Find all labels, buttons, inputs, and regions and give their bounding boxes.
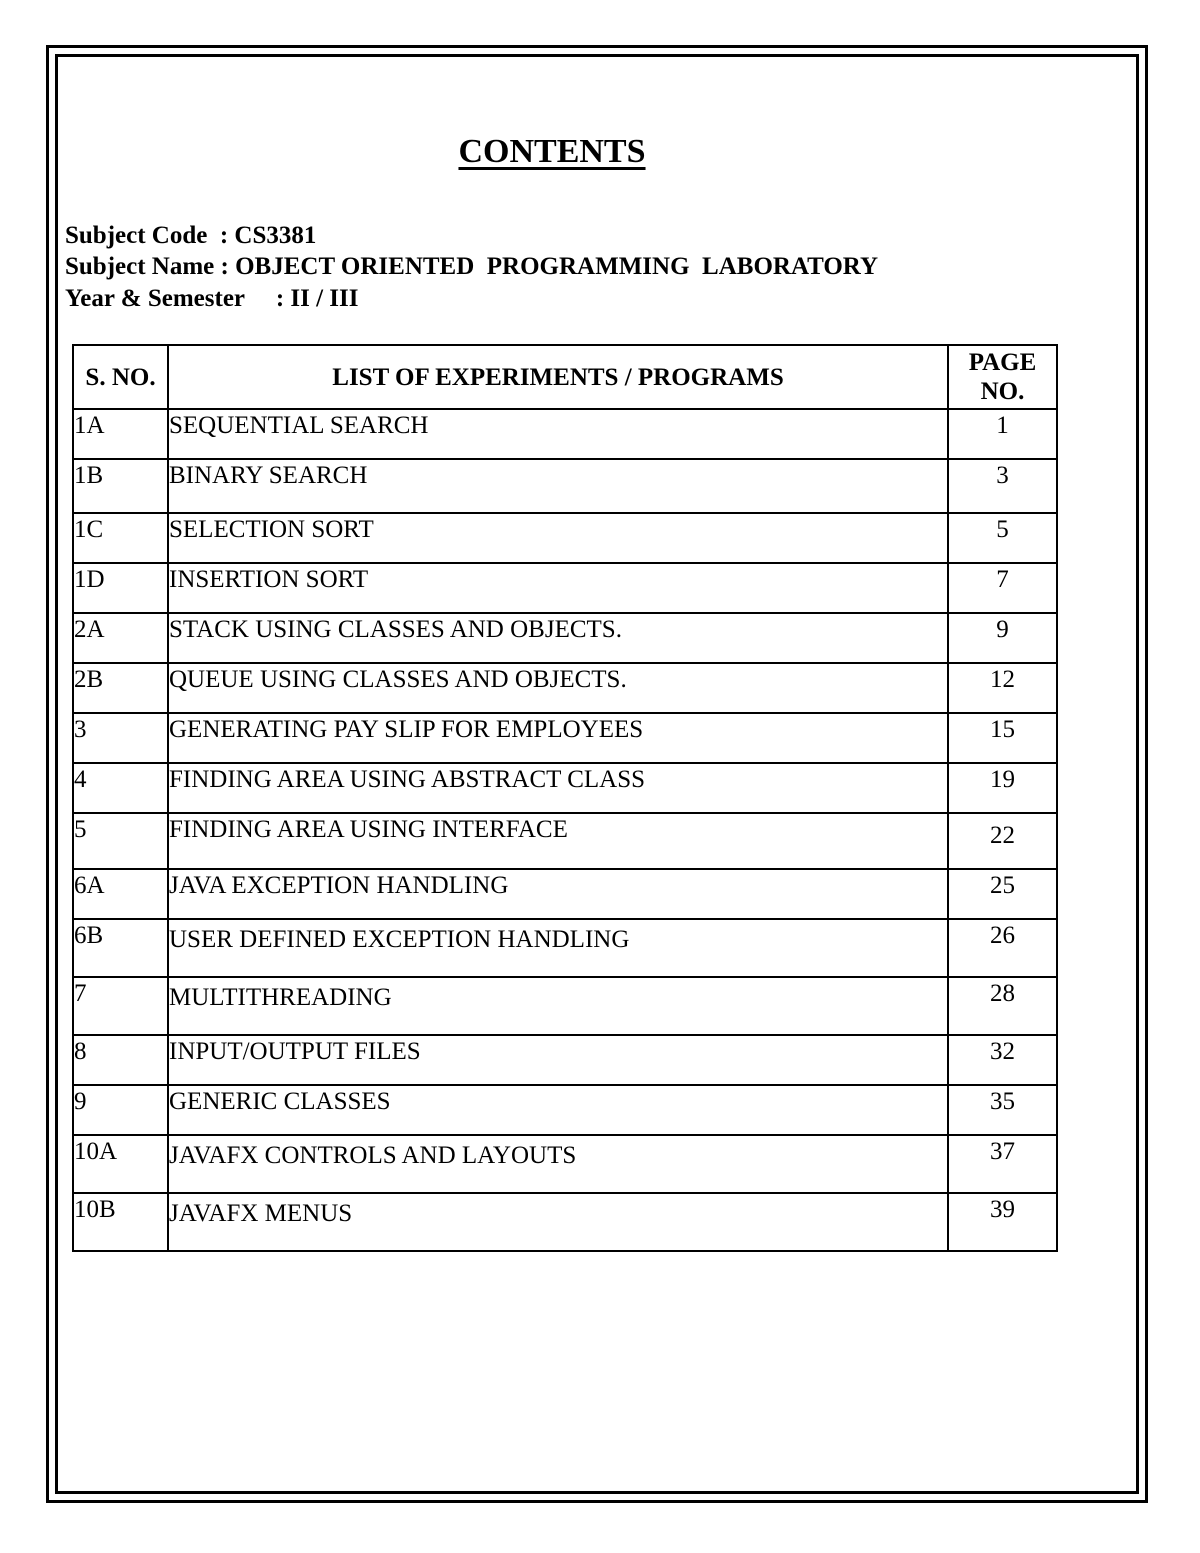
year-semester-line: Year & Semester : II / III — [65, 285, 359, 312]
row-experiment: SELECTION SORT — [168, 513, 948, 563]
row-sno: 9 — [73, 1085, 168, 1135]
row-experiment: BINARY SEARCH — [168, 459, 948, 513]
table-row — [73, 869, 1057, 919]
row-experiment: QUEUE USING CLASSES AND OBJECTS. — [168, 663, 948, 713]
table-row — [73, 1035, 1057, 1085]
row-experiment: JAVAFX CONTROLS AND LAYOUTS — [168, 1135, 948, 1193]
table-row — [73, 663, 1057, 713]
table-row — [73, 813, 1057, 869]
row-experiment: GENERIC CLASSES — [168, 1085, 948, 1135]
row-page: 25 — [948, 869, 1057, 919]
row-sno: 1B — [73, 459, 168, 513]
table-row — [73, 1193, 1057, 1251]
row-experiment: JAVA EXCEPTION HANDLING — [168, 869, 948, 919]
row-page: 28 — [948, 977, 1057, 1035]
row-page: 32 — [948, 1035, 1057, 1085]
table-row — [73, 763, 1057, 813]
row-sno: 10A — [73, 1135, 168, 1193]
row-sno: 1D — [73, 563, 168, 613]
row-page: 39 — [948, 1193, 1057, 1251]
table-row — [73, 977, 1057, 1035]
header-page-no: PAGE NO. — [948, 345, 1057, 409]
row-page: 5 — [948, 513, 1057, 563]
row-sno: 10B — [73, 1193, 168, 1251]
row-experiment: GENERATING PAY SLIP FOR EMPLOYEES — [168, 713, 948, 763]
subject-name-line: Subject Name : OBJECT ORIENTED PROGRAMMING LABORATORY — [65, 253, 879, 280]
row-experiment: FINDING AREA USING ABSTRACT CLASS — [168, 763, 948, 813]
table-header-row — [73, 345, 1057, 409]
row-page: 22 — [948, 813, 1057, 869]
row-sno: 2A — [73, 613, 168, 663]
row-experiment: MULTITHREADING — [168, 977, 948, 1035]
table-row — [73, 459, 1057, 513]
row-page: 15 — [948, 713, 1057, 763]
row-page: 9 — [948, 613, 1057, 663]
table-row — [73, 919, 1057, 977]
table-row — [73, 513, 1057, 563]
row-experiment: JAVAFX MENUS — [168, 1193, 948, 1251]
page-title: CONTENTS — [458, 133, 646, 170]
contents-table — [72, 344, 1058, 1252]
table-row — [73, 1135, 1057, 1193]
row-page: 3 — [948, 459, 1057, 513]
row-experiment: FINDING AREA USING INTERFACE — [168, 813, 948, 869]
row-sno: 5 — [73, 813, 168, 869]
row-sno: 1A — [73, 409, 168, 459]
row-page: 26 — [948, 919, 1057, 977]
row-page: 35 — [948, 1085, 1057, 1135]
row-experiment: USER DEFINED EXCEPTION HANDLING — [168, 919, 948, 977]
row-experiment: INPUT/OUTPUT FILES — [168, 1035, 948, 1085]
row-sno: 1C — [73, 513, 168, 563]
header-sno: S. NO. — [73, 345, 168, 409]
row-sno: 4 — [73, 763, 168, 813]
row-sno: 7 — [73, 977, 168, 1035]
table-row — [73, 713, 1057, 763]
row-sno: 8 — [73, 1035, 168, 1085]
row-sno: 6A — [73, 869, 168, 919]
row-sno: 2B — [73, 663, 168, 713]
row-sno: 6B — [73, 919, 168, 977]
table-row — [73, 613, 1057, 663]
table-row — [73, 409, 1057, 459]
table-row — [73, 563, 1057, 613]
row-page: 1 — [948, 409, 1057, 459]
row-experiment: STACK USING CLASSES AND OBJECTS. — [168, 613, 948, 663]
subject-code-line: Subject Code : CS3381 — [65, 222, 317, 249]
row-experiment: SEQUENTIAL SEARCH — [168, 409, 948, 459]
row-page: 12 — [948, 663, 1057, 713]
row-sno: 3 — [73, 713, 168, 763]
row-page: 7 — [948, 563, 1057, 613]
row-page: 19 — [948, 763, 1057, 813]
row-page: 37 — [948, 1135, 1057, 1193]
row-experiment: INSERTION SORT — [168, 563, 948, 613]
header-experiments: LIST OF EXPERIMENTS / PROGRAMS — [168, 345, 948, 409]
table-row — [73, 1085, 1057, 1135]
